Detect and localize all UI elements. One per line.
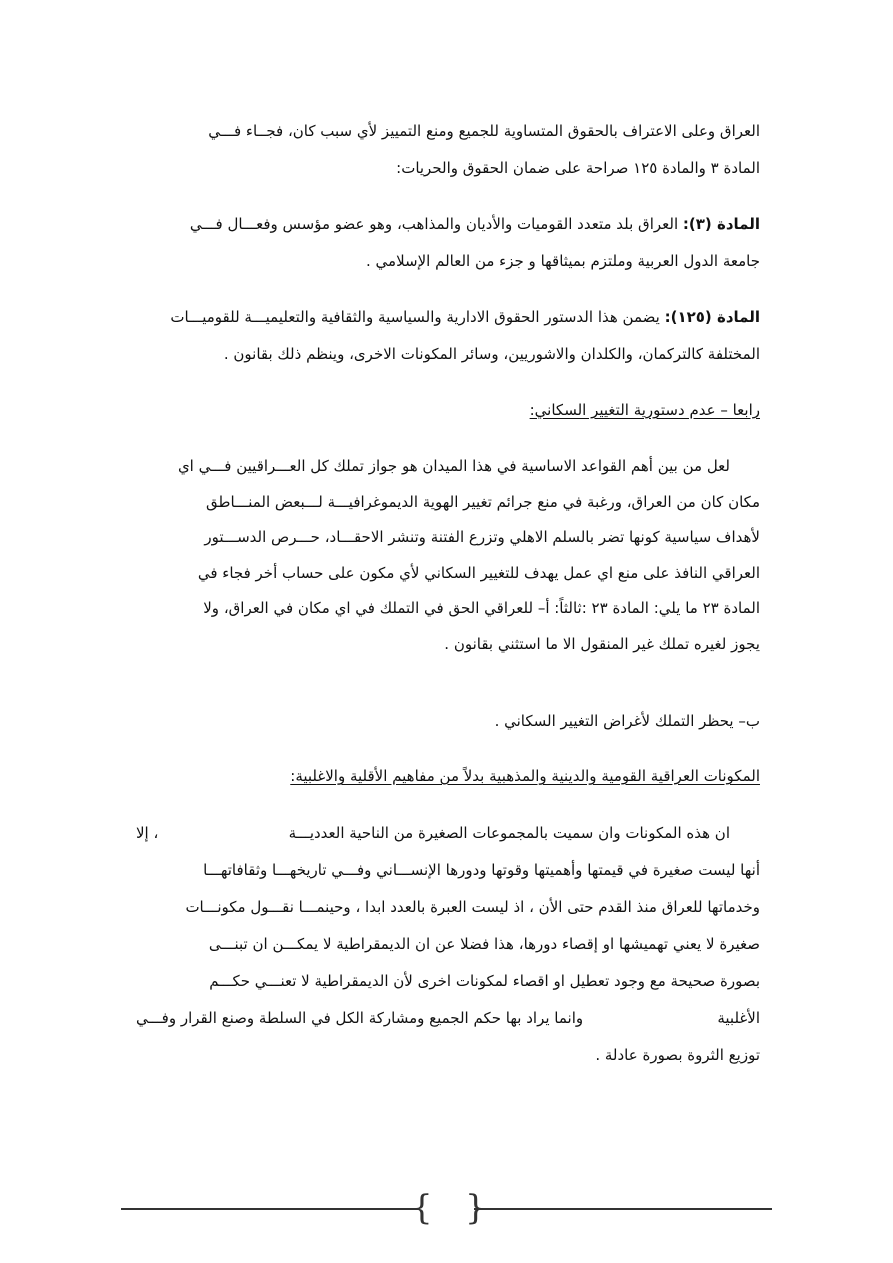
paragraph-demographic-change: [136, 449, 760, 662]
text-line: العراق وعلى الاعتراف بالحقوق المتساوية للجميع ومنع التمييز لأي سبب كان، فجــاء فـــي: [208, 122, 760, 140]
text-line: [136, 206, 760, 243]
text-line: المختلفة كالتركمان، والكلدان والاشوريين، وسائر المكونات الاخرى، وينظم ذلك بقانون .: [223, 345, 760, 363]
text-line: مكان كان من العراق، ورغبة في منع جرائم تغيير الهوية الديموغرافيـــة لـــبعض المنـــاطق: [206, 492, 760, 511]
article-3-paragraph: [136, 206, 760, 280]
text-fragment: ، إلا: [136, 824, 159, 842]
text-line: المادة ٢٣ ما يلي: المادة ٢٣ :ثالثاً: أ– للعراقي الحق في التملك في اي مكان في العراق، ولا: [203, 599, 760, 617]
text-line: بصورة صحيحة مع وجود تعطيل او اقصاء لمكونات اخرى لأن الديمقراطية لا تعنـــي حكـــم: [209, 972, 760, 990]
text-line: [136, 1000, 760, 1037]
text-line: لأهداف سياسية كونها تضر بالسلم الاهلي وتزرع الفتنة وتنشر الاحقـــاد، حـــرص الدســـتور: [204, 528, 760, 546]
text-line: [136, 299, 760, 336]
article-3-label: المادة (٣):: [682, 215, 760, 233]
section-heading-4: [136, 399, 760, 421]
text-line: وخدماتها للعراق منذ القدم حتى الأن ، اذ ليست العبرة بالعدد ابدا ، وحينمـــا نقـــول مكونـــات: [185, 898, 760, 916]
paragraph-components: [136, 815, 760, 1074]
heading-text: رابعا – عدم دستورية التغيير السكاني:: [529, 401, 760, 419]
text-line: العراقي النافذ على منع اي عمل يهدف للتغيير السكاني لأي مكون على حساب أخر فجاء في: [197, 563, 760, 582]
heading-text: المكونات العراقية القومية والدينية والمذهبية بدلاً من مفاهيم الأقلية والاغلبية:: [290, 767, 760, 785]
section-heading-components: [136, 765, 760, 787]
text-line: أنها ليست صغيرة في قيمتها وأهميتها وقوتها ودورها الإنســـاني وفـــي تاريخهـــا وثقافاتهـــا: [203, 861, 760, 879]
text-line: [136, 815, 760, 852]
text-line: توزيع الثروة بصورة عادلة .: [595, 1046, 760, 1064]
footer-rule-left: [121, 1208, 419, 1210]
text-line: صغيرة لا يعني تهميشها او إقصاء دورها، هذا فضلا عن ان الديمقراطية لا يمكـــن ان تبنـــى: [208, 935, 760, 953]
paragraph-intro: [136, 113, 760, 187]
text-line: لعل من بين أهم القواعد الاساسية في هذا الميدان هو جواز تملك كل العـــراقيين فـــي اي: [177, 457, 730, 475]
article-125-label: المادة (١٢٥):: [664, 308, 760, 326]
article-125-paragraph: [136, 299, 760, 373]
text-fragment: ان هذه المكونات وان سميت بالمجموعات الصغيرة من الناحية العدديـــة: [288, 824, 730, 842]
text-line: ب– يحظر التملك لأغراض التغيير السكاني .: [494, 712, 760, 730]
footer-right-brace: }: [465, 1188, 487, 1228]
item-b: [136, 704, 760, 739]
article-3-text: العراق بلد متعدد القوميات والأديان والمذاهب، وهو عضو مؤسس وفعـــال فـــي: [189, 215, 683, 233]
footer-left-brace: {: [411, 1188, 433, 1228]
text-fragment: الأغلبية: [717, 1009, 760, 1027]
text-line: جامعة الدول العربية وملتزم بميثاقها و جزء من العالم الإسلامي .: [366, 252, 760, 270]
text-line: المادة ٣ والمادة ١٢٥ صراحة على ضمان الحقوق والحريات:: [396, 159, 760, 177]
footer-rule-right: [474, 1208, 772, 1210]
text-line: يجوز لغيره تملك غير المنقول الا ما استثني بقانون .: [444, 634, 760, 653]
text-fragment: وانما يراد بها حكم الجميع ومشاركة الكل في السلطة وصنع القرار وفـــي: [136, 1009, 584, 1027]
article-125-text: يضمن هذا الدستور الحقوق الادارية والسياسية والثقافية والتعليميـــة للقوميـــات: [170, 308, 665, 326]
